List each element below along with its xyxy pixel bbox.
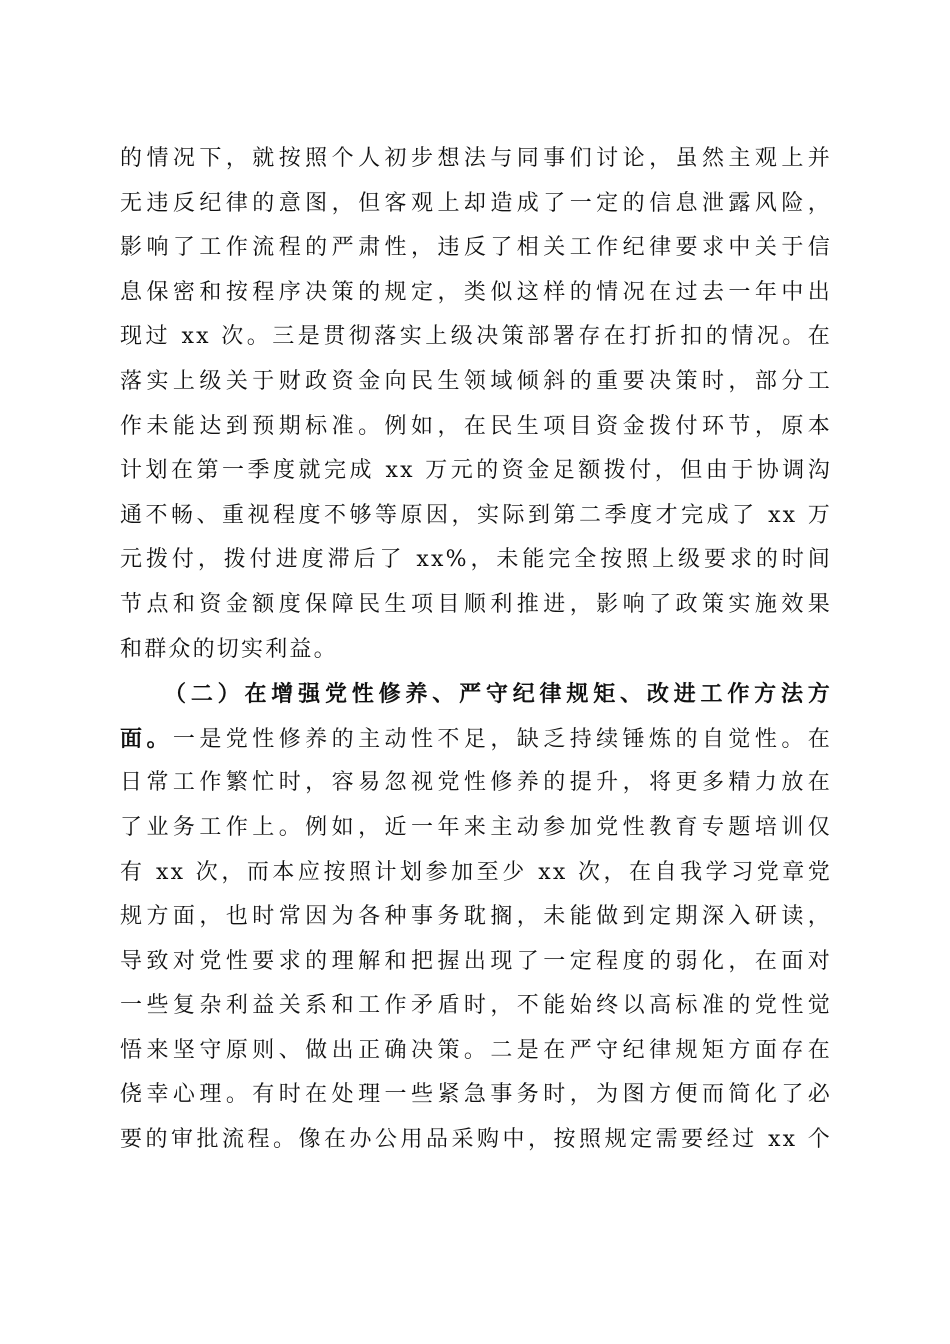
text-line: 一些复杂利益关系和工作矛盾时，不能始终以高标准的党性觉: [120, 993, 832, 1019]
text-line: 侥幸心理。有时在处理一些紧急事务时，为图方便而简化了必: [120, 1082, 832, 1108]
text-line: 了业务工作上。例如，近一年来主动参加党性教育专题培训仅: [120, 814, 832, 840]
text-line: 现过 xx 次。三是贯彻落实上级决策部署存在打折扣的情况。在: [120, 324, 832, 350]
text-line: 无违反纪律的意图，但客观上却造成了一定的信息泄露风险，: [120, 190, 832, 216]
text-line: 息保密和按程序决策的规定，类似这样的情况在过去一年中出: [120, 279, 832, 305]
text-line-rest: 一是党性修养的主动性不足，缺乏持续锤炼的自觉性。在: [172, 726, 832, 752]
body-text: [120, 137, 832, 1163]
text-line: 要的审批流程。像在办公用品采购中，按照规定需要经过 xx 个: [120, 1127, 832, 1153]
text-line: 规方面，也时常因为各种事务耽搁，未能做到定期深入研读，: [120, 904, 832, 930]
section-heading-end: 面。: [120, 725, 173, 752]
text-line: 节点和资金额度保障民生项目顺利推进，影响了政策实施效果: [120, 591, 832, 617]
text-line: 影响了工作流程的严肃性，违反了相关工作纪律要求中关于信: [120, 235, 832, 261]
text-line: 作未能达到预期标准。例如，在民生项目资金拨付环节，原本: [120, 413, 832, 439]
text-line: 计划在第一季度就完成 xx 万元的资金足额拨付，但由于协调沟: [120, 458, 832, 484]
text-line: 的情况下，就按照个人初步想法与同事们讨论，虽然主观上并: [120, 146, 832, 171]
text-line: 和群众的切实利益。: [120, 636, 338, 662]
text-line: 日常工作繁忙时，容易忽视党性修养的提升，将更多精力放在: [120, 770, 832, 796]
text-line: 元拨付，拨付进度滞后了 xx%，未能完全按照上级要求的时间: [120, 547, 832, 573]
text-line: 悟来坚守原则、做出正确决策。二是在严守纪律规矩方面存在: [120, 1037, 832, 1063]
text-line: [120, 717, 832, 762]
text-line: 有 xx 次，而本应按照计划参加至少 xx 次，在自我学习党章党: [120, 859, 832, 885]
text-line: 通不畅、重视程度不够等原因，实际到第二季度才完成了 xx 万: [120, 502, 832, 528]
text-line: 落实上级关于财政资金向民生领域倾斜的重要决策时，部分工: [120, 368, 832, 394]
text-line: 导致对党性要求的理解和把握出现了一定程度的弱化，在面对: [120, 948, 832, 974]
section-heading: （二）在增强党性修养、严守纪律规矩、改进工作方法方: [164, 681, 832, 708]
